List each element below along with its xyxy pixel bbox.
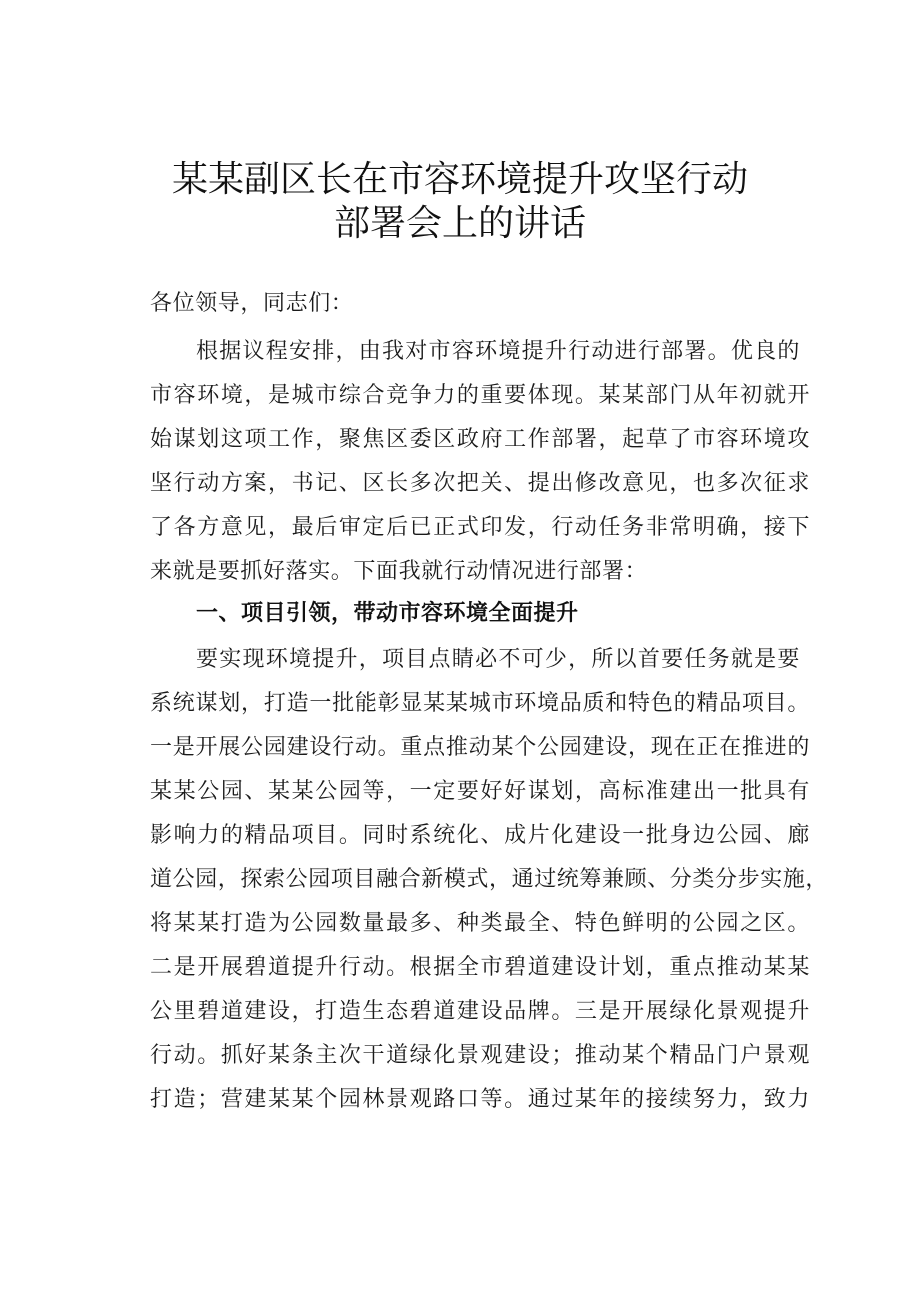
paragraph-2-line: 要实现环境提升，项目点睛必不可少，所以首要任务就是要 <box>196 647 800 672</box>
paragraph-2-line: 二是开展碧道提升行动。根据全市碧道建设计划，重点推动某某 <box>150 955 810 980</box>
paragraph-1-line: 始谋划这项工作，聚焦区委区政府工作部署，起草了市容环境攻 <box>150 427 810 452</box>
paragraph-2-line: 影响力的精品项目。同时系统化、成片化建设一批身边公园、廊 <box>150 823 810 848</box>
section-heading: 一、项目引领，带动市容环境全面提升 <box>196 601 579 626</box>
paragraph-2-line: 某某公园、某某公园等，一定要好好谋划，高标准建出一批具有 <box>150 779 810 804</box>
paragraph-1-line: 根据议程安排，由我对市容环境提升行动进行部署。优良的 <box>196 339 800 364</box>
paragraph-2-line: 打造；营建某某个园林景观路口等。通过某年的接续努力，致力 <box>150 1087 810 1112</box>
paragraph-1-line: 市容环境，是城市综合竞争力的重要体现。某某部门从年初就开 <box>150 383 810 408</box>
paragraph-1-line: 了各方意见，最后审定后已正式印发，行动任务非常明确，接下 <box>150 515 810 540</box>
paragraph-2-line: 行动。抓好某条主次干道绿化景观建设；推动某个精品门户景观 <box>150 1043 810 1068</box>
salutation: 各位领导，同志们： <box>150 291 354 316</box>
paragraph-2-line: 公里碧道建设，打造生态碧道建设品牌。三是开展绿化景观提升 <box>150 999 810 1024</box>
document-title-line-1: 某某副区长在市容环境提升攻坚行动 <box>171 159 748 200</box>
paragraph-1-line: 坚行动方案，书记、区长多次把关、提出修改意见，也多次征求 <box>150 471 810 496</box>
paragraph-1-line: 来就是要抓好落实。下面我就行动情况进行部署： <box>150 559 648 584</box>
paragraph-2-line: 道公园，探索公园项目融合新模式，通过统筹兼顾、分类分步实施， <box>150 867 829 892</box>
paragraph-2-line: 一是开展公园建设行动。重点推动某个公园建设，现在正在推进的 <box>150 735 810 760</box>
document-title-line-2: 部署会上的讲话 <box>333 203 586 244</box>
paragraph-2-line: 系统谋划，打造一批能彰显某某城市环境品质和特色的精品项目。 <box>150 691 810 716</box>
paragraph-2-line: 将某某打造为公园数量最多、种类最全、特色鲜明的公园之区。 <box>150 911 810 936</box>
